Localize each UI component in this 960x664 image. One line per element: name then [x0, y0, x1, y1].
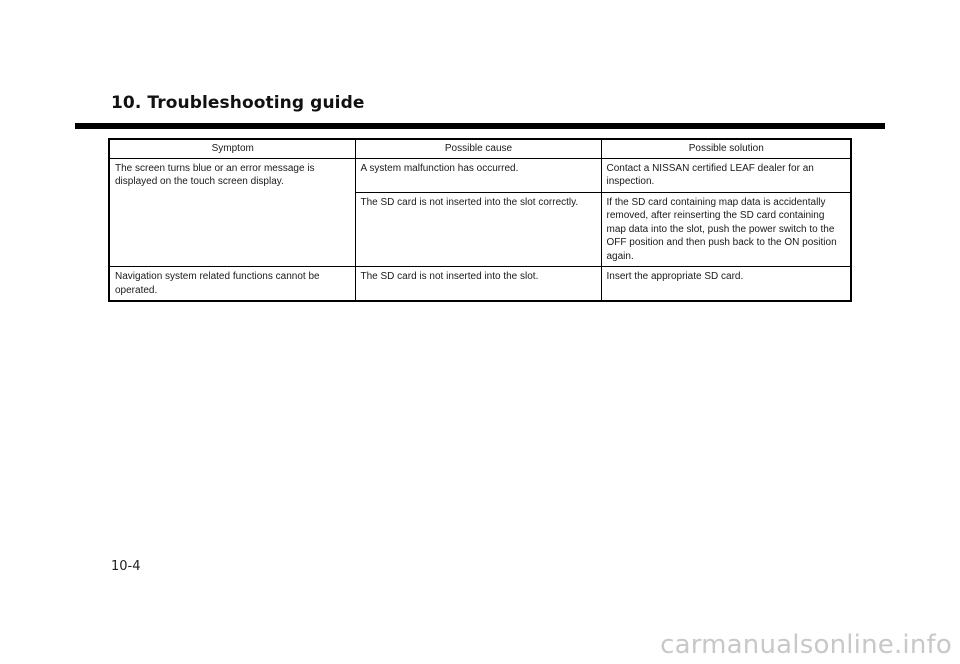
cause-cell: The SD card is not inserted into the slot correctly.: [355, 192, 601, 267]
solution-cell: Insert the appropriate SD card.: [601, 267, 851, 302]
table-row: [109, 267, 851, 302]
cause-cell: The SD card is not inserted into the slot.: [355, 267, 601, 302]
page-title: 10. Troubleshooting guide: [111, 93, 365, 113]
table-header-row: [109, 139, 851, 158]
symptom-cell: Navigation system related functions cannot be operated.: [109, 267, 355, 302]
cause-cell: A system malfunction has occurred.: [355, 158, 601, 192]
title-rule: [75, 123, 885, 129]
table-row: [109, 158, 851, 192]
column-header-possible-solution: Possible solution: [601, 139, 851, 158]
troubleshooting-table: [108, 138, 852, 302]
column-header-possible-cause: Possible cause: [355, 139, 601, 158]
solution-cell: Contact a NISSAN certified LEAF dealer for an inspection.: [601, 158, 851, 192]
watermark: carmanualsonline.info: [660, 630, 952, 660]
column-header-symptom: Symptom: [109, 139, 355, 158]
solution-cell: If the SD card containing map data is accidentally removed, after reinserting the SD card containing map data into the slot, push the power switch to the OFF position and then push back to the ON position again.: [601, 192, 851, 267]
page-number: 10-4: [111, 559, 141, 574]
symptom-cell: The screen turns blue or an error message is displayed on the touch screen display.: [109, 158, 355, 267]
